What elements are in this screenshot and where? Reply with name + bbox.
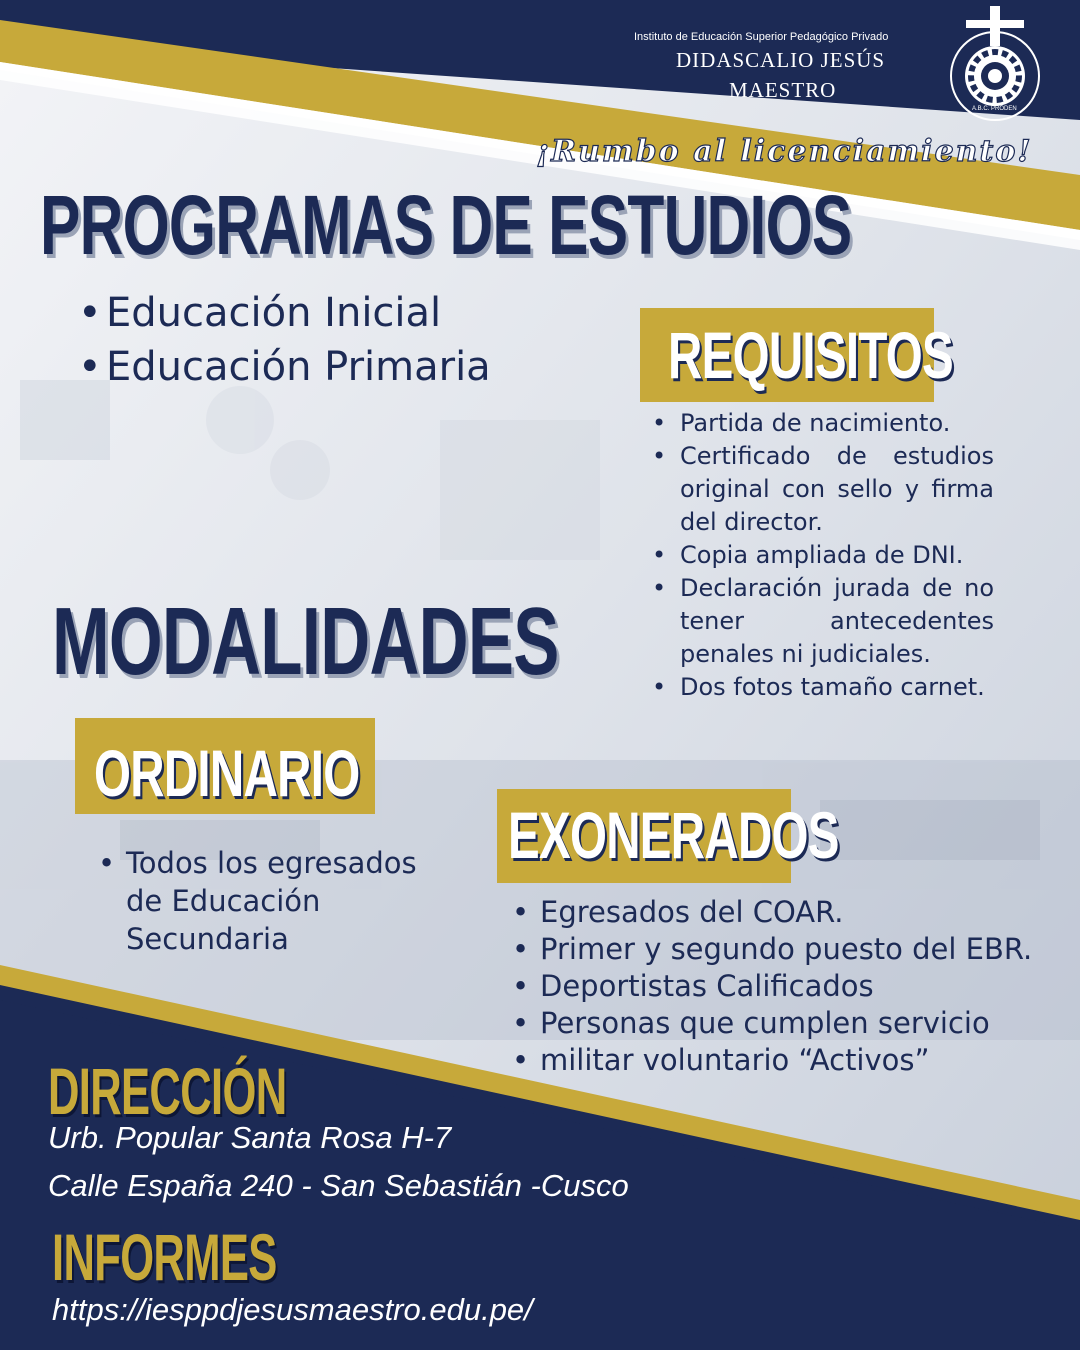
requirement-item: • Dos fotos tamaño carnet. xyxy=(652,671,994,704)
requirement-item: • Certificado de estudios original con sello y firma del director. xyxy=(652,440,994,539)
programs-title: PROGRAMAS DE ESTUDIOS xyxy=(40,178,852,272)
logo-caption: A.B.C. PRODEN xyxy=(972,106,1017,112)
requirement-item: • Partida de nacimiento. xyxy=(652,407,994,440)
requirements-title: REQUISITOS xyxy=(668,318,954,392)
programs-list xyxy=(78,286,491,394)
requirement-item: • Copia ampliada de DNI. xyxy=(652,539,994,572)
info-title: INFORMES xyxy=(52,1220,277,1294)
exempt-item: • Egresados del COAR. xyxy=(512,894,1072,931)
website-link[interactable]: https://iesppdjesusmaestro.edu.pe/ xyxy=(52,1292,533,1327)
program-item: • Educación Primaria xyxy=(78,340,491,394)
exempt-item: • Deportistas Calificados xyxy=(512,968,1072,1005)
address-title: DIRECCIÓN xyxy=(48,1054,287,1128)
program-item: • Educación Inicial xyxy=(78,286,491,340)
exempt-list xyxy=(512,894,1072,1079)
ordinary-list xyxy=(98,844,438,958)
institute-name-line2: MAESTRO xyxy=(729,78,837,102)
institute-line: Instituto de Educación Superior Pedagógico Privado xyxy=(634,31,889,43)
modalities-title: MODALIDADES xyxy=(52,588,559,695)
requirements-list xyxy=(652,407,994,704)
exempt-item: • Personas que cumplen servicio xyxy=(512,1005,1072,1042)
slogan: ¡Rumbo al licenciamiento! xyxy=(536,134,1033,169)
requirement-item: • Declaración jurada de no tener antecedentes penales ni judiciales. xyxy=(652,572,994,671)
exempt-item: • Primer y segundo puesto del EBR. xyxy=(512,931,1072,968)
ordinary-item: • Todos los egresados de Educación Secundaria xyxy=(98,844,438,958)
address-line1: Urb. Popular Santa Rosa H-7 xyxy=(48,1120,452,1155)
address-line2: Calle España 240 - San Sebastián -Cusco xyxy=(48,1168,629,1203)
exempt-item: • militar voluntario “Activos” xyxy=(512,1042,1072,1079)
ordinary-title: ORDINARIO xyxy=(94,736,360,810)
exempt-title: EXONERADOS xyxy=(508,798,839,872)
institute-name-line1: DIDASCALIO JESÚS xyxy=(676,48,886,72)
